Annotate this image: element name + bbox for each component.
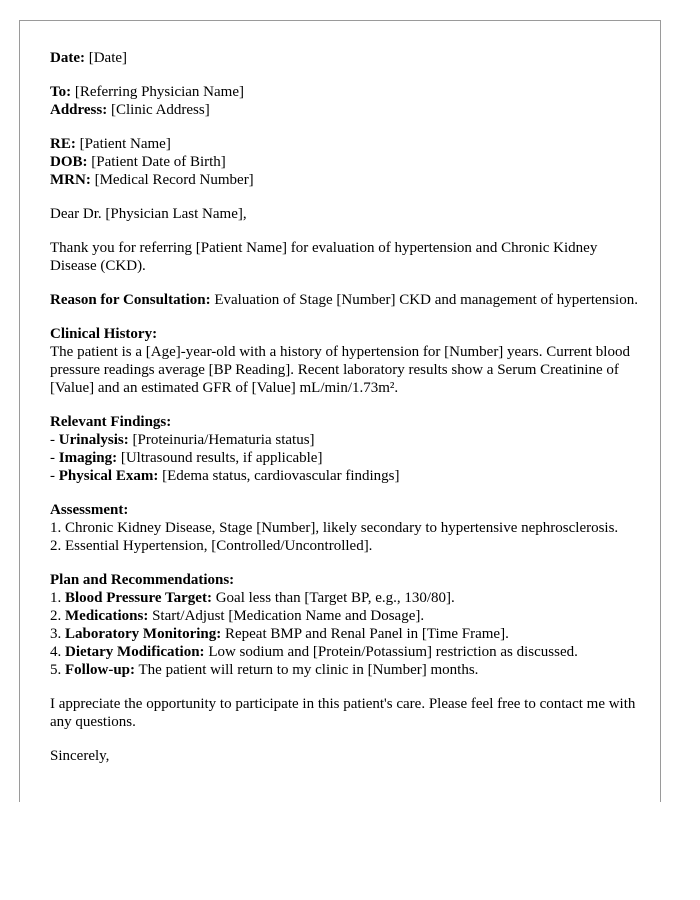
plan-label: Dietary Modification: bbox=[65, 644, 205, 660]
finding-text: [Edema status, cardiovascular findings] bbox=[158, 468, 400, 484]
history-section bbox=[50, 325, 640, 397]
mrn-label: MRN: bbox=[50, 172, 91, 188]
finding-label: Imaging: bbox=[58, 450, 118, 466]
plan-text: Low sodium and [Protein/Potassium] restriction as discussed. bbox=[204, 644, 578, 660]
plan-prefix: 1. bbox=[50, 590, 65, 606]
finding-prefix: - bbox=[50, 432, 59, 448]
plan-prefix: 2. bbox=[50, 608, 65, 624]
finding-prefix: - bbox=[50, 450, 59, 466]
plan-label: Follow-up: bbox=[65, 662, 136, 678]
assessment-item: 2. Essential Hypertension, [Controlled/Uncontrolled]. bbox=[50, 538, 373, 554]
plan-label: Medications: bbox=[65, 608, 149, 624]
intro-paragraph: Thank you for referring [Patient Name] for evaluation of hypertension and Chronic Kidney Disease (CKD). bbox=[50, 240, 598, 274]
finding-item bbox=[50, 467, 640, 485]
plan-text: Start/Adjust [Medication Name and Dosage]. bbox=[148, 608, 425, 624]
re-line bbox=[50, 135, 640, 153]
plan-item bbox=[50, 625, 640, 643]
reason-text: Evaluation of Stage [Number] CKD and management of hypertension. bbox=[210, 292, 638, 308]
re-label: RE: bbox=[50, 136, 76, 152]
date-label: Date: bbox=[50, 50, 85, 66]
closing-paragraph: I appreciate the opportunity to participate in this patient's care. Please feel free to contact me with any questions. bbox=[50, 696, 636, 730]
finding-label: Urinalysis: bbox=[58, 432, 129, 448]
reason-label: Reason for Consultation: bbox=[50, 292, 211, 308]
plan-label: Laboratory Monitoring: bbox=[65, 626, 222, 642]
date-line bbox=[50, 49, 640, 67]
to-label: To: bbox=[50, 84, 72, 100]
plan-prefix: 5. bbox=[50, 662, 65, 678]
letter-page bbox=[19, 20, 661, 802]
mrn-line bbox=[50, 171, 640, 189]
assessment-item: 1. Chronic Kidney Disease, Stage [Number], likely secondary to hypertensive nephrosclerosis. bbox=[50, 520, 619, 536]
plan-item bbox=[50, 589, 640, 607]
plan-item bbox=[50, 643, 640, 661]
address-line bbox=[50, 101, 640, 119]
finding-item bbox=[50, 449, 640, 467]
patient-block bbox=[50, 135, 640, 189]
plan-prefix: 4. bbox=[50, 644, 65, 660]
plan-label: Blood Pressure Target: bbox=[65, 590, 212, 606]
history-heading: Clinical History: bbox=[50, 326, 158, 342]
to-value: [Referring Physician Name] bbox=[74, 84, 244, 100]
date-value: [Date] bbox=[88, 50, 128, 66]
re-value: [Patient Name] bbox=[79, 136, 171, 152]
plan-text: Goal less than [Target BP, e.g., 130/80]. bbox=[211, 590, 455, 606]
plan-item bbox=[50, 607, 640, 625]
findings-heading: Relevant Findings: bbox=[50, 414, 172, 430]
finding-prefix: - bbox=[50, 468, 59, 484]
mrn-value: [Medical Record Number] bbox=[94, 172, 254, 188]
plan-text: The patient will return to my clinic in [Number] months. bbox=[135, 662, 479, 678]
header-block bbox=[50, 49, 640, 67]
plan-heading: Plan and Recommendations: bbox=[50, 572, 235, 588]
plan-section bbox=[50, 571, 640, 679]
to-line bbox=[50, 83, 640, 101]
reason-paragraph bbox=[50, 291, 640, 309]
recipient-block bbox=[50, 83, 640, 119]
plan-item bbox=[50, 661, 640, 679]
signoff: Sincerely, bbox=[50, 748, 110, 764]
dob-line bbox=[50, 153, 640, 171]
dob-value: [Patient Date of Birth] bbox=[91, 154, 226, 170]
letter-body bbox=[50, 49, 640, 781]
finding-text: [Proteinuria/Hematuria status] bbox=[128, 432, 315, 448]
plan-text: Repeat BMP and Renal Panel in [Time Frame]. bbox=[221, 626, 509, 642]
address-value: [Clinic Address] bbox=[110, 102, 210, 118]
assessment-heading: Assessment: bbox=[50, 502, 129, 518]
finding-text: [Ultrasound results, if applicable] bbox=[117, 450, 323, 466]
history-text: The patient is a [Age]-year-old with a history of hypertension for [Number] years. Current blood pressure readings average [BP Reading]. Recent laboratory results show a Serum Creatinine of [Value] and an estimated GFR of [Value] mL/min/1.73m². bbox=[50, 344, 630, 396]
dob-label: DOB: bbox=[50, 154, 88, 170]
assessment-section bbox=[50, 501, 640, 555]
salutation: Dear Dr. [Physician Last Name], bbox=[50, 206, 247, 222]
findings-section bbox=[50, 413, 640, 485]
plan-prefix: 3. bbox=[50, 626, 65, 642]
finding-label: Physical Exam: bbox=[58, 468, 159, 484]
address-label: Address: bbox=[50, 102, 108, 118]
finding-item bbox=[50, 431, 640, 449]
